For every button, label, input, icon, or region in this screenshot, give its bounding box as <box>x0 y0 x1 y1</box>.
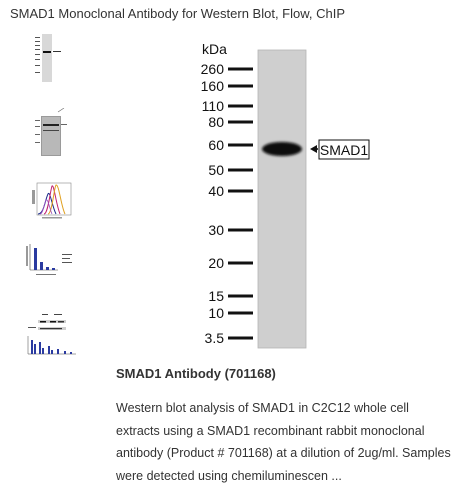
kda-label: kDa <box>202 41 227 57</box>
ladder-label: 50 <box>208 162 224 178</box>
ladder-label: 30 <box>208 222 224 238</box>
ladder-label: 15 <box>208 288 224 304</box>
ladder-label: 160 <box>200 78 224 94</box>
flow-cytometry-thumbnail[interactable] <box>30 180 74 220</box>
page-title: SMAD1 Monoclonal Antibody for Western Blot, Flow, ChIP <box>10 6 346 21</box>
smad1-band <box>262 142 302 156</box>
band-annotation <box>310 140 369 159</box>
ladder-label: 80 <box>208 114 224 130</box>
blot-membrane <box>258 50 306 348</box>
ladder-label: 10 <box>208 305 224 321</box>
ladder-label: 60 <box>208 137 224 153</box>
ladder-label: 110 <box>201 98 224 114</box>
bar-chart-thumbnail-1[interactable] <box>24 240 80 280</box>
ladder <box>201 61 253 346</box>
band-label: SMAD1 <box>319 142 369 158</box>
caption-body: Western blot analysis of SMAD1 in C2C12 whole cell extracts using a SMAD1 recombinant rabbit monoclonal antibody (Product # 701168) at a dilution of 2ug/ml. Samples were detected using chemiluminescen ... <box>116 401 451 483</box>
western-blot-thumbnail-2[interactable] <box>34 108 68 158</box>
ladder-label: 40 <box>208 183 224 199</box>
ladder-label: 260 <box>200 61 224 77</box>
caption-title: SMAD1 Antibody (701168) <box>116 366 276 381</box>
ladder-label: 20 <box>208 255 224 271</box>
western-blot-thumbnail-1[interactable] <box>32 32 68 84</box>
ladder-label: 3.5 <box>204 330 224 346</box>
arrow-head-icon <box>310 145 317 153</box>
western-blot-figure <box>190 36 390 356</box>
chip-blot-thumbnail[interactable] <box>24 310 80 358</box>
